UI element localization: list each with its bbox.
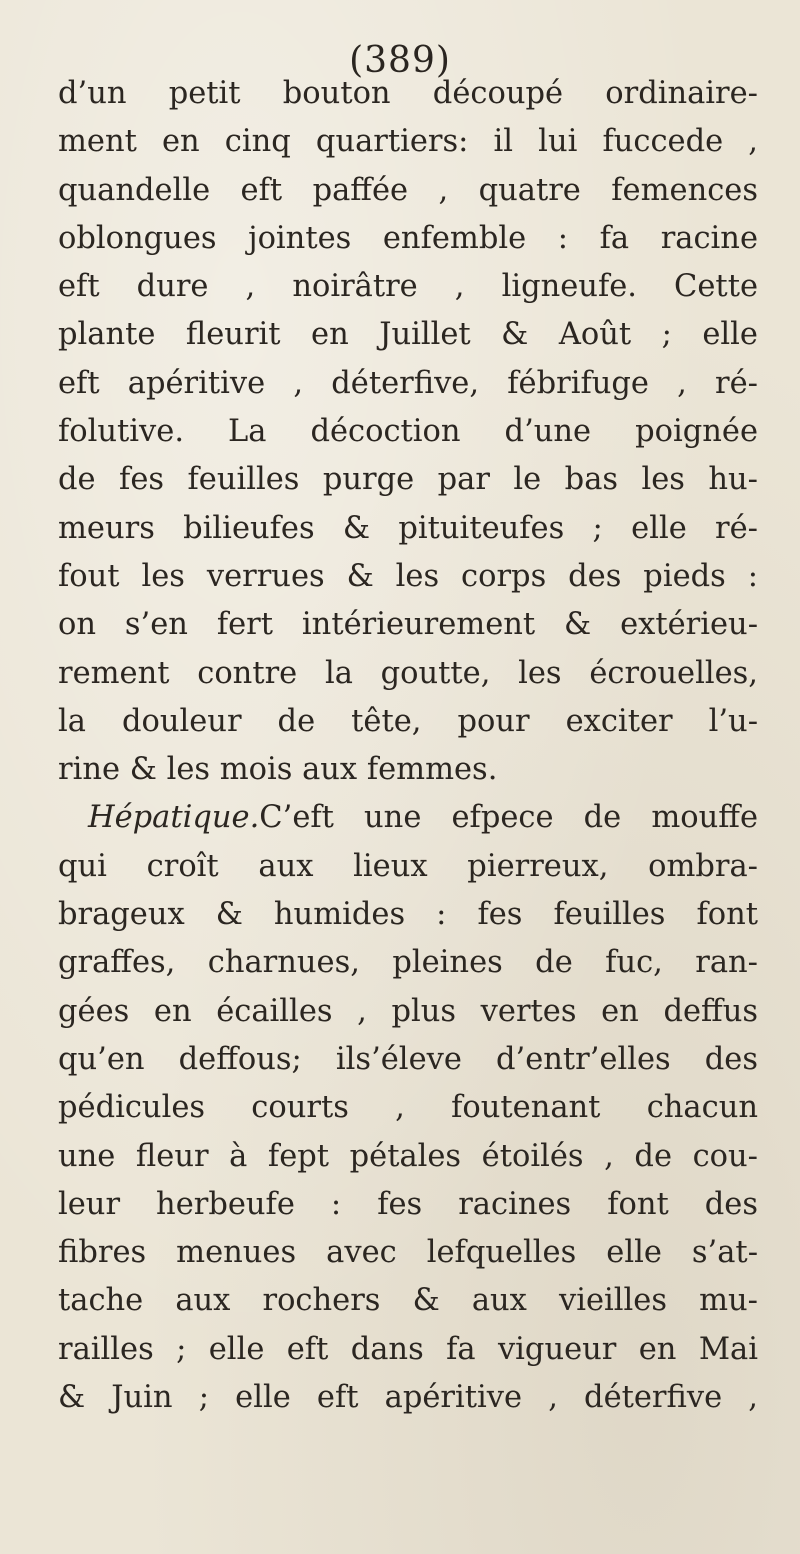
- text-fragment: C’eft une efpece de mouffe: [259, 800, 758, 836]
- text-line: rine & les mois aux femmes.: [58, 752, 498, 788]
- text-line: la douleur de tête, pour exciter l’u-: [58, 703, 758, 739]
- entry-term: Hépatique.: [88, 800, 260, 836]
- text-line: eft apéritive , déterfive, fébrifuge , ré-: [58, 365, 758, 401]
- text-line: folutive. La décoction d’une poignée: [58, 414, 758, 450]
- text-line: tache aux rochers & aux vieilles mu-: [58, 1283, 758, 1319]
- text-line: plante fleurit en Juillet & Août ; elle: [58, 317, 758, 353]
- text-line: oblongues jointes enfemble : fa racine: [58, 220, 758, 256]
- text-line: qu’en deffous; ils’éleve d’entr’elles des: [58, 1041, 758, 1077]
- text-line: eft dure , noirâtre , ligneufe. Cette: [58, 269, 758, 305]
- text-line: graffes, charnues, pleines de fuc, ran-: [58, 945, 758, 981]
- paragraph-2: [58, 794, 758, 1422]
- text-line: brageux & humides : fes feuilles font: [58, 897, 758, 933]
- page-number: (389): [349, 40, 451, 81]
- text-line: qui croît aux lieux pierreux, ombra-: [58, 848, 758, 884]
- text-line: d’un petit bouton découpé ordinaire-: [58, 76, 758, 111]
- page-text: [58, 70, 758, 1422]
- text-line: leur herbeufe : fes racines font des: [58, 1186, 758, 1222]
- paragraph-1: [58, 70, 758, 794]
- paragraph-2-first-line: [58, 794, 758, 842]
- text-line: fibres menues avec lefquelles elle s’at-: [58, 1235, 758, 1271]
- text-line: de fes feuilles purge par le bas les hu-: [58, 462, 758, 498]
- text-line: railles ; elle eft dans fa vigueur en Mai: [58, 1331, 758, 1367]
- text-line: quandelle eft paffée , quatre femences: [58, 172, 758, 208]
- text-line: une fleur à fept pétales étoilés , de cou-: [58, 1138, 758, 1174]
- text-line: & Juin ; elle eft apéritive , déterfive ,: [58, 1380, 758, 1416]
- text-line: rement contre la goutte, les écrouelles,: [58, 655, 758, 691]
- text-line: ment en cinq quartiers: il lui fuccede ,: [58, 124, 758, 160]
- text-line: gées en écailles , plus vertes en deffus: [58, 993, 758, 1029]
- text-line: meurs bilieufes & pituiteufes ; elle ré-: [58, 510, 758, 546]
- text-line: fout les verrues & les corps des pieds :: [58, 558, 758, 594]
- text-line: pédicules courts , foutenant chacun: [58, 1090, 758, 1126]
- text-line: on s’en fert intérieurement & extérieu-: [58, 607, 758, 643]
